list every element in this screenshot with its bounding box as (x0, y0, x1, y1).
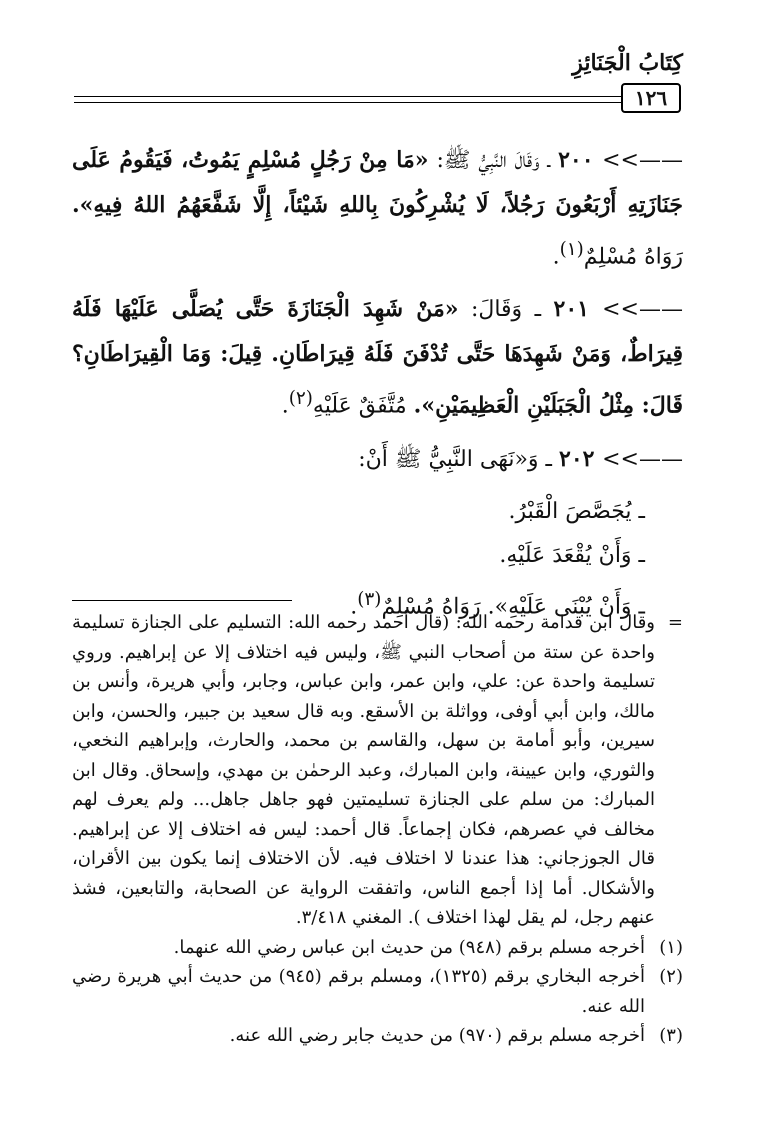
page-number: ١٢٦ (621, 83, 681, 113)
hadith-number-marker: ——>> ٢٠٠ (558, 147, 683, 173)
hadith-source: مُتَّفَقٌ عَلَيْهِ (312, 393, 407, 419)
item-text: ـ يُجَصَّصَ الْقَبْرُ. (508, 498, 645, 524)
hadith-number-marker: ——>> ٢٠٢ (559, 445, 683, 472)
footnote-text: أخرجه البخاري برقم (١٣٢٥)، ومسلم برقم (٩٤٥) من حديث أبي هريرة رضي الله عنه. (72, 966, 645, 1017)
footnote-3 (72, 1021, 683, 1051)
end-mark: . (281, 393, 289, 419)
hadith-intro: ـ وَقَالَ: (470, 297, 542, 323)
footnote-ref: (٢) (288, 388, 313, 410)
hadith-200 (72, 138, 683, 279)
hadith-number-marker: ——>> ٢٠١ (553, 296, 683, 323)
hadith-intro: ـ وَقَالَ النَّبِيُّ ﷺ: (436, 148, 551, 173)
footnote-1 (72, 933, 683, 963)
footnote-text: أخرجه مسلم برقم (٩٧٠) من حديث جابر رضي الله عنه. (229, 1025, 645, 1046)
hadith-202-item-1 (72, 490, 683, 534)
footnote-separator (72, 600, 292, 601)
footnote-number: (١) (659, 936, 683, 958)
main-text (72, 138, 683, 629)
running-title: كِتَابُ الْجَنَائِزِ (572, 50, 683, 76)
end-mark: . (350, 593, 358, 619)
footnote-text: أخرجه مسلم برقم (٩٤٨) من حديث ابن عباس رضي الله عنهما. (173, 936, 645, 958)
hadith-quote: «مَا مِنْ رَجُلٍ مُسْلِمٍ يَمُوتُ، فَيَقُومُ عَلَى جَنَازَتِهِ أَرْبَعُونَ رَجُلاً، لَا يُشْرِكُونَ بِاللهِ شَيْئاً، إِلَّا شَفَّعَهُمُ اللهُ فِيهِ». (72, 147, 683, 218)
footnote-continuation (72, 608, 683, 933)
hadith-number: ٢٠١ (553, 296, 589, 323)
header-rule-bottom (74, 102, 631, 103)
end-mark: . (552, 244, 560, 270)
item-text: ـ وَأَنْ يُقْعَدَ عَلَيْهِ. (499, 542, 645, 568)
hadith-number: ٢٠٠ (558, 147, 594, 173)
continuation-text: وقال ابن قدامة رحمه الله: (قال أحمد رحمه الله: التسليم على الجنازة تسليمة واحدة عن ستة من أصحاب النبي ﷺ، وليس فيه اختلاف إلا عن إبراهيم. وروي تسليمة واحدة عن: علي، وابن عمر، وابن عباس، وجابر، وأبي هريرة، وأنس بن مالك، وابن أبي أوفى، وواثلة بن الأسقع. وبه قال سعيد بن جبير، والحسن، وابن سيرين، وأبو أمامة بن سهل، والقاسم بن محمد، والحارث، وإبراهيم النخعي، والثوري، وابن عيينة، وابن المبارك، وعبد الرحمٰن بن مهدي، وإسحاق. وقال ابن المبارك: من سلم على الجنازة تسليمتين فهو جاهل جاهل... ولم يعرف لهم مخالف في عصرهم، فكان إجماعاً. قال أحمد: ليس فه اختلاف إلا عن إبراهيم. قال الجوزجاني: هذا عندنا لا اختلاف فيه. لأن الاختلاف إنما يكون بين الأقران، والأشكال. أما إذا أجمع الناس، واتفقت الرواية عن الصحابة، والتابعين، فشذ عنهم رجل، لم يقل لهذا اختلاف ). المغني ٣/٤١٨. (72, 612, 655, 928)
continuation-mark: = (667, 612, 683, 633)
hadith-201 (72, 287, 683, 428)
footnote-ref: (٣) (357, 588, 382, 610)
hadith-intro: ـ وَ«نَهَى النَّبِيُّ ﷺ أَنْ: (358, 446, 552, 472)
hadith-202-item-2 (72, 534, 683, 578)
hadith-quote: «مَنْ شَهِدَ الْجَنَازَةَ حَتَّى يُصَلَّى عَلَيْهَا فَلَهُ قِيرَاطٌ، وَمَنْ شَهِدَهَا حَتَّى تُدْفَنَ فَلَهُ قِيرَاطَانِ. قِيلَ: وَمَا الْقِيرَاطَانِ؟ قَالَ: مِثْلُ الْجَبَلَيْنِ الْعَظِيمَيْنِ». (72, 296, 683, 419)
hadith-source: رَوَاهُ مُسْلِمٌ (583, 244, 683, 270)
footnote-number: (٢) (659, 966, 683, 987)
footnote-2 (72, 962, 683, 1021)
item-text: ـ وَأَنْ يُبْنَى عَلَيْهِ». رَوَاهُ مُسْلِمٌ (381, 593, 645, 619)
footnote-number: (٣) (659, 1025, 683, 1046)
hadith-202 (72, 437, 683, 482)
footnotes (72, 608, 683, 1051)
header-rule-top (74, 96, 631, 97)
hadith-number: ٢٠٢ (559, 445, 595, 472)
footnote-ref: (١) (559, 239, 584, 260)
